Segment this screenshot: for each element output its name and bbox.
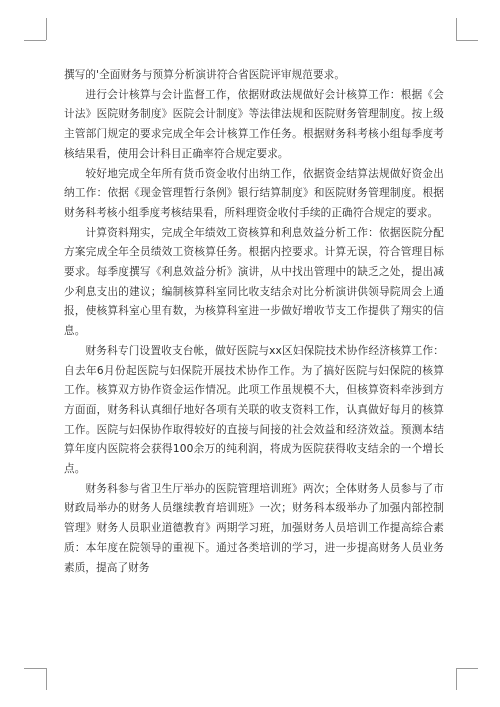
paragraph-accounting-supervision: 进行会计核算与会计监督工作，依据财政法规做好会计核算工作：根据《会计法》医院财务制度》医院会计制度》等法律法规和医院财务管理制度。按上级主管部门规定的要求完成全年会计核算工作任务。根据财务科考核小组每季度考核结果看，使用会计科目正确率符合规定要求。 [64, 88, 444, 160]
crop-mark-top-left-v [46, 18, 47, 40]
paragraph-cooperation-accounting: 财务科专门设置收支台帐，做好医院与xx区妇保院技术协作经济核算工作：自去年6月份起医院与妇保院开展技术协作工作。为了搞好医院与妇保院的核算工作。核算双方协作资金运作情况。此项工作虽规模不大，但核算资料牵涉到方方面面，财务科认真细仔地好各项有关联的收支资料工作，认真做好每月的核算工作。医院与妇保协作取得较好的直接与间接的社会效益和经济效益。预测本结算年度内医院将会获得100余万的纯利润，将成为医院获得收支结余的一个增长点。 [64, 344, 444, 476]
paragraph-staff-training: 财务科参与省卫生厅举办的医院管理培训班》两次；全体财务人员参与了市财政局举办的财务人员继续教育培训班》一次；财务科本级举办了加强内部控制管理》财务人员职业道德教育》两期学习班，加强财务人员培训工作提高综合素质：本年度在院领导的重视下。通过各类培训的学习，进一步提高财务人员业务素质，提高了财务 [64, 482, 444, 574]
paragraph-continuation: 撰写的'全面财务与预算分析演讲符合省医院评审规范要求。 [64, 69, 346, 81]
crop-mark-top-left-h [24, 40, 46, 41]
crop-mark-bottom-left-h [24, 668, 46, 669]
document-body [64, 66, 444, 578]
paragraph-performance-pay: 计算资料翔实，完成全年绩效工资核算和利息效益分析工作：依据医院分配方案完成全年全员绩效工资核算任务。根据内控要求。计算无误，符合管理目标要求。每季度撰写《利息效益分析》演讲，从中找出管理中的缺乏之处，提出减少利息支出的建议；编制核算科室同比收支结余对比分析演讲供领导院周会上通报，使核算科室心里有数，为核算科室进一步做好增收节支工作提供了翔实的信息。 [64, 226, 444, 338]
crop-mark-bottom-left-v [46, 668, 47, 690]
crop-mark-top-right-v [456, 18, 457, 40]
crop-mark-bottom-right-h [456, 668, 478, 669]
crop-mark-bottom-right-v [456, 668, 457, 690]
paragraph-cashier-work: 较好地完成全年所有货币资金收付出纳工作，依据资金结算法规做好资金出纳工作：依据《现金管理暂行条例》银行结算制度》和医院财务管理制度。根据财务科考核小组季度考核结果看，所料理资金收付手续的正确符合规定的要求。 [64, 167, 444, 219]
crop-mark-top-right-h [456, 40, 478, 41]
